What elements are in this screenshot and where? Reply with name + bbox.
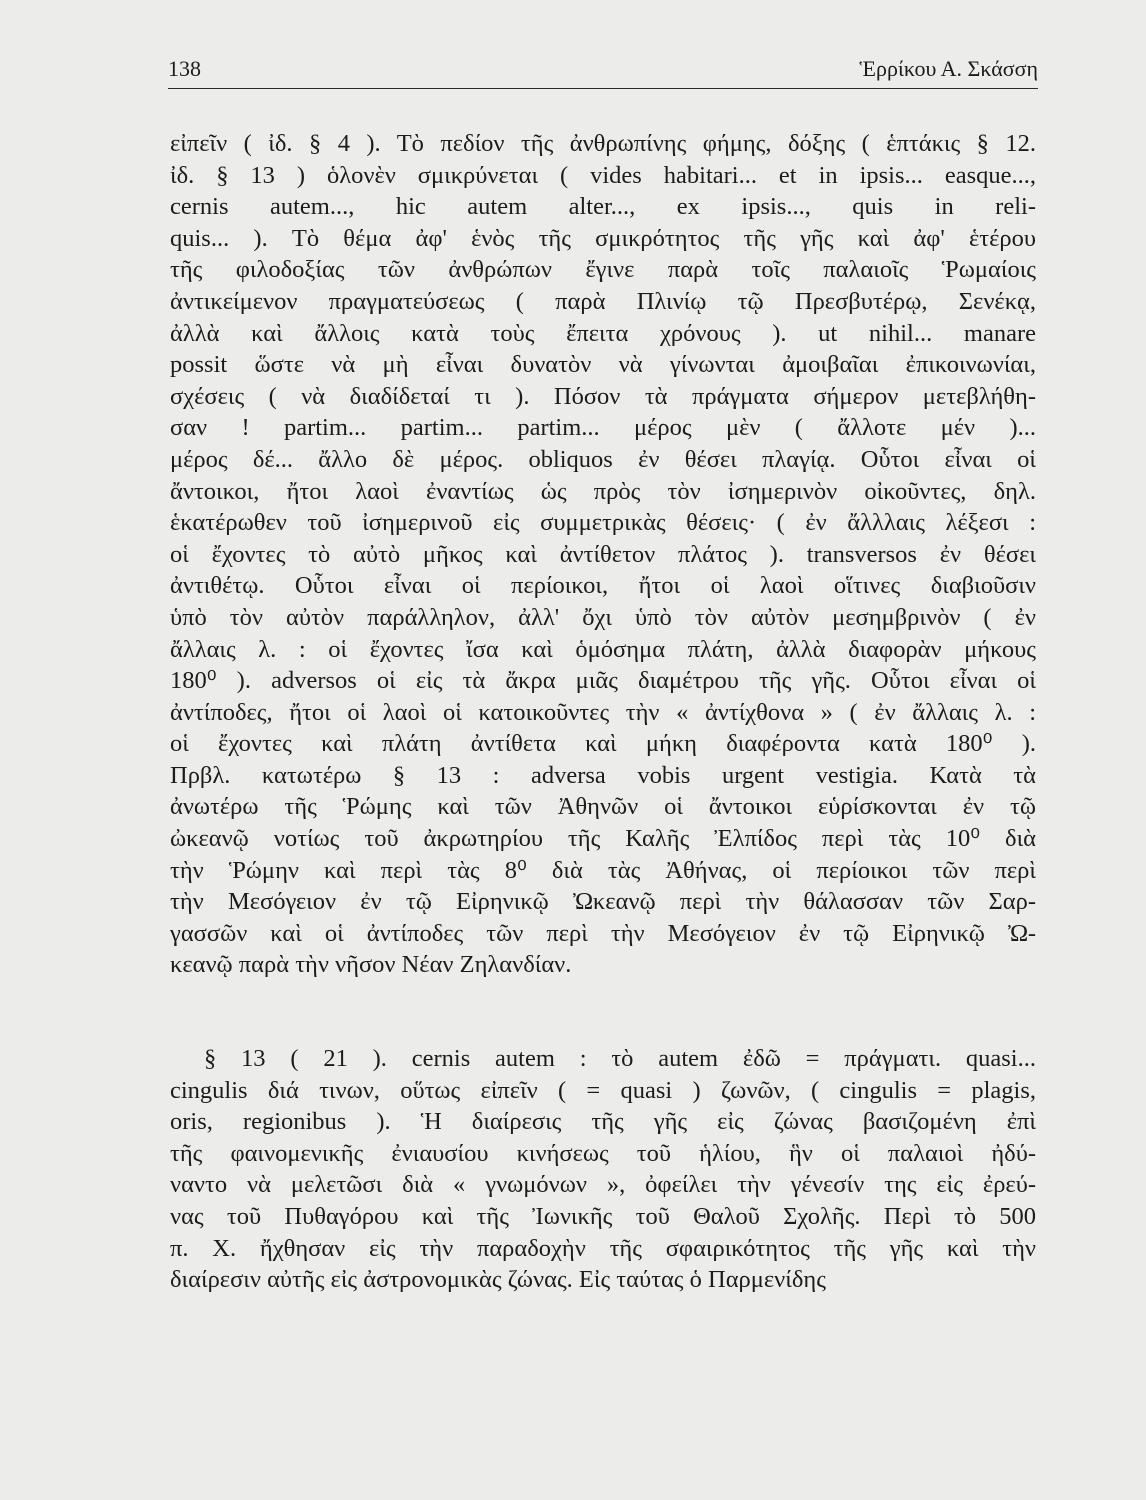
text-line: ἀνωτέρω τῆς Ῥώμης καὶ τῶν Ἀθηνῶν οἱ ἄντοικοι εὑρίσκονται ἐν τῷ [170,793,1036,821]
text-line: ἰδ. § 13 ) ὁλονὲν σμικρύνεται ( vides habitari... et in ipsis... easque..., [170,161,1036,189]
text-line: τὴν Ῥώμην καὶ περὶ τὰς 8⁰ διὰ τὰς Ἀθήνας, οἱ περίοικοι τῶν περὶ [170,856,1036,884]
text-line: κεανῷ παρὰ τὴν νῆσον Νέαν Ζηλανδίαν. [170,951,572,979]
text-line: oris, regionibus ). Ἡ διαίρεσις τῆς γῆς εἰς ζώνας βασιζομένη ἐπὶ [170,1108,1036,1136]
text-line: οἱ ἔχοντες τὸ αὐτὸ μῆκος καὶ ἀντίθετον πλάτος ). transversos ἐν θέσει [170,540,1036,568]
text-line: τῆς φιλοδοξίας τῶν ἀνθρώπων ἔγινε παρὰ τοῖς παλαιοῖς Ῥωμαίοις [170,256,1036,284]
text-line: ἑκατέρωθεν τοῦ ἰσημερινοῦ εἰς συμμετρικὰς θέσεις· ( ἐν ἄλλλαις λέξεσι : [170,509,1036,537]
running-head: Ἑρρίκου Α. Σκάσση [859,56,1038,81]
text-line: ναντο νὰ μελετῶσι διὰ « γνωμόνων », ὀφείλει τὴν γένεσίν της εἰς ἐρεύ- [170,1171,1036,1199]
text-line: ἀντιθέτῳ. Οὗτοι εἶναι οἱ περίοικοι, ἤτοι οἱ λαοὶ οἵτινες διαβιοῦσιν [170,572,1036,600]
text-line: Πρβλ. κατωτέρω § 13 : adversa vobis urgent vestigia. Κατὰ τὰ [170,761,1036,789]
text-line: νας τοῦ Πυθαγόρου καὶ τῆς Ἰωνικῆς τοῦ Θαλοῦ Σχολῆς. Περὶ τὸ 500 [170,1203,1036,1230]
text-line: ὠκεανῷ νοτίως τοῦ ἀκρωτηρίου τῆς Καλῆς Ἐλπίδος περὶ τὰς 10⁰ διὰ [170,825,1036,853]
text-line: ἄντοικοι, ἤτοι λαοὶ ἐναντίως ὡς πρὸς τὸν ἰσημερινὸν οἰκοῦντες, δηλ. [170,477,1036,505]
page-header [168,52,1038,89]
text-line: τῆς φαινομενικῆς ἐνιαυσίου κινήσεως τοῦ ἡλίου, ἣν οἱ παλαιοὶ ἠδύ- [170,1139,1036,1167]
text-line: ὑπὸ τὸν αὐτὸν παράλληλον, ἀλλ' ὄχι ὑπὸ τὸν αὐτὸν μεσημβρινὸν ( ἐν [170,603,1036,631]
text-line: οἱ ἔχοντες καὶ πλάτη ἀντίθετα καὶ μήκη διαφέροντα κατὰ 180⁰ ). [170,730,1036,758]
page-number: 138 [168,56,201,81]
text-line: σαν ! partim... partim... partim... μέρος μὲν ( ἄλλοτε μέν )... [170,414,1036,442]
text-line: ἀντίποδες, ἤτοι οἱ λαοὶ οἱ κατοικοῦντες τὴν « ἀντίχθονα » ( ἐν ἄλλαις λ. : [170,698,1036,726]
text-line: ἄλλαις λ. : οἱ ἔχοντες ἴσα καὶ ὁμόσημα πλάτη, ἀλλὰ διαφορὰν μήκους [170,635,1036,663]
paragraph-commentary-1 [170,128,1036,981]
text-line: μέρος δέ... ἄλλο δὲ μέρος. obliquos ἐν θέσει πλαγίᾳ. Οὗτοι εἶναι οἱ [170,445,1036,473]
text-line: ἀντικείμενον πραγματεύσεως ( παρὰ Πλινίῳ τῷ Πρεσβυτέρῳ, Σενέκᾳ, [170,287,1036,315]
paragraph-gap [170,981,1036,1043]
text-line: cingulis διά τινων, οὕτως εἰπεῖν ( = quasi ) ζωνῶν, ( cingulis = plagis, [170,1076,1036,1104]
text-line: σχέσεις ( νὰ διαδίδεταί τι ). Πόσον τὰ πράγματα σήμερον μετεβλήθη- [170,382,1036,410]
text-line: § 13 ( 21 ). cernis autem : τὸ autem ἐδῶ = πράγματι. quasi... [204,1045,1036,1073]
text-line: εἰπεῖν ( ἰδ. § 4 ). Τὸ πεδίον τῆς ἀνθρωπίνης φήμης, δόξης ( ἑπτάκις § 12. [170,130,1036,157]
text-line: τὴν Μεσόγειον ἐν τῷ Εἰρηνικῷ Ὠκεανῷ περὶ τὴν θάλασσαν τῶν Σαρ- [170,888,1036,916]
text-line: ἀλλὰ καὶ ἄλλοις κατὰ τοὺς ἔπειτα χρόνους ). ut nihil... manare [170,319,1036,347]
text-line: π. Χ. ἤχθησαν εἰς τὴν παραδοχὴν τῆς σφαιρικότητος τῆς γῆς καὶ τὴν [170,1234,1036,1262]
text-line: cernis autem..., hic autem alter..., ex ipsis..., quis in reli- [170,193,1036,221]
text-line: quis... ). Τὸ θέμα ἀφ' ἑνὸς τῆς σμικρότητος τῆς γῆς καὶ ἀφ' ἑτέρου [170,224,1036,252]
paragraph-commentary-2 [170,1043,1036,1296]
text-line: διαίρεσιν αὐτῆς εἰς ἀστρονομικὰς ζώνας. Εἰς ταύτας ὁ Παρμενίδης [170,1266,826,1294]
text-line: possit ὥστε νὰ μὴ εἶναι δυνατὸν νὰ γίνωνται ἀμοιβαῖαι ἐπικοινωνίαι, [170,351,1036,379]
text-line: γασσῶν καὶ οἱ ἀντίποδες τῶν περὶ τὴν Μεσόγειον ἐν τῷ Εἰρηνικῷ Ὠ- [170,919,1036,947]
text-line: 180⁰ ). adversos οἱ εἰς τὰ ἄκρα μιᾶς διαμέτρου τῆς γῆς. Οὗτοι εἶναι οἱ [170,667,1036,695]
page-body [170,128,1036,1296]
